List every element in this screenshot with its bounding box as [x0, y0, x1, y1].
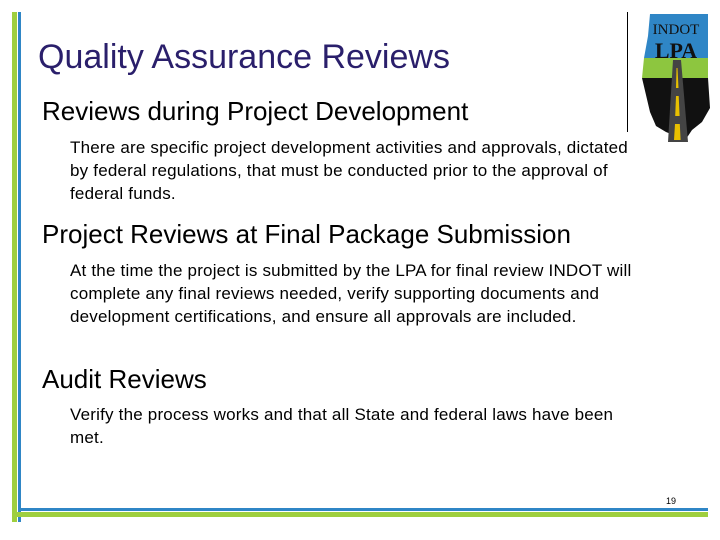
- section-body-final-package: At the time the project is submitted by the LPA for final review INDOT will complete any final reviews needed, verify supporting documents and development certifications, and ensure all approvals are included.: [70, 261, 632, 326]
- left-frame-bar: [12, 12, 17, 522]
- section-body-audit-reviews: Verify the process works and that all State and federal laws have been met.: [70, 405, 614, 447]
- indiana-road-logo-icon: [636, 8, 716, 148]
- logo-text-indot: INDOT: [652, 22, 700, 38]
- bottom-frame-inner-bar: [18, 508, 708, 511]
- page-number: 19: [666, 496, 677, 506]
- section-heading-final-package: Project Reviews at Final Package Submission: [42, 219, 571, 249]
- section-heading-audit-reviews: Audit Reviews: [42, 364, 207, 394]
- logo-text-lpa: LPA: [654, 38, 698, 63]
- section-body-project-development: There are specific project development activities and approvals, dictated by federal regulations, that must be conducted prior to the approval of federal funds.: [70, 138, 628, 203]
- section-heading-project-development: Reviews during Project Development: [42, 96, 469, 126]
- slide-title: Quality Assurance Reviews: [38, 38, 450, 76]
- bottom-frame-bar: [12, 512, 708, 517]
- left-frame-inner-bar: [18, 12, 21, 522]
- logo-divider: [627, 12, 628, 132]
